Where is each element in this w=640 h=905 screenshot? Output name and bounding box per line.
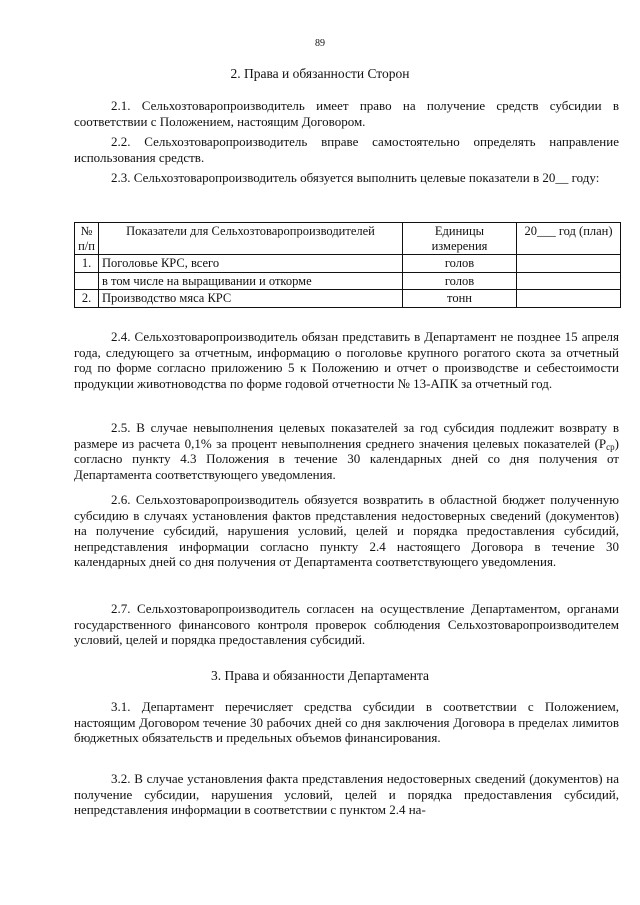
- paragraph-2-4: 2.4. Сельхозтоваропроизводитель обязан представить в Департамент не позднее 15 апреля года, следующего за отчетным, информацию о поголовье крупного рогатого скота за отчетный год по форме согласно приложению 5 к Положению и отчет о производстве и себестоимости продукции животноводства по форме годовой отчетности № 13-АПК за отчетный год.: [74, 329, 619, 391]
- header-indicator: Показатели для Сельхозтоваропроизводителей: [99, 223, 403, 255]
- row-unit: голов: [403, 272, 517, 290]
- row-value: [517, 272, 621, 290]
- row-value: [517, 290, 621, 308]
- section-3-title: 3. Права и обязанности Департамента: [210, 668, 430, 683]
- row-indicator: в том числе на выращивании и откорме: [99, 272, 403, 290]
- row-indicator: Поголовье КРС, всего: [99, 255, 403, 273]
- row-unit: тонн: [403, 290, 517, 308]
- row-num: 2.: [75, 290, 99, 308]
- row-unit: голов: [403, 255, 517, 273]
- page-number: 89: [315, 38, 325, 49]
- paragraph-2-5: 2.5. В случае невыполнения целевых показателей за год субсидия подлежит возврату в размере из расчета 0,1% за процент невыполнения среднего значения целевых показателей $(Р_{ср})$ согласно пункту 4.3 Положения в течение 30 календарных дней со дня получения от Департамента соответствующего уведомления.: [74, 420, 619, 482]
- paragraph-3-2: 3.2. В случае установления факта представления недостоверных сведений (документов) на получение субсидии, нарушения условий, целей и порядка предоставления субсидий, непредставления информации в соответствии с пунктом 2.4 на-: [74, 771, 619, 818]
- header-year: 20___ год (план): [517, 223, 621, 255]
- header-unit: Единицы измерения: [403, 223, 517, 255]
- row-num: 1.: [75, 255, 99, 273]
- table-header-row: [75, 223, 621, 255]
- paragraph-2-6: 2.6. Сельхозтоваропроизводитель обязуется возвратить в областной бюджет полученную субсидию в случаях установления фактов представления недостоверных сведений (документов) на получение субсидий, нарушения условий, целей и порядка предоставления субсидий, непредставления информации согласно пункту 2.4 настоящего Договора в течение 30 календарных дней со дня получения от Департамента соответствующего уведомления.: [74, 492, 619, 570]
- table-row: [75, 272, 621, 290]
- row-indicator: Производство мяса КРС: [99, 290, 403, 308]
- paragraph-2-2: 2.2. Сельхозтоваропроизводитель вправе самостоятельно определять направление использования средств.: [74, 134, 619, 165]
- paragraph-2-3: 2.3. Сельхозтоваропроизводитель обязуется выполнить целевые показатели в 20__ году:: [111, 170, 600, 185]
- paragraph-3-1: 3.1. Департамент перечисляет средства субсидии в соответствии с Положением, настоящим Договором течение 30 рабочих дней со дня заключения Договора в пределах лимитов бюджетных обязательств и предельных объемов финансирования.: [74, 699, 619, 746]
- header-num: № п/п: [75, 223, 99, 255]
- table-row: [75, 290, 621, 308]
- paragraph-2-1: 2.1. Сельхозтоваропроизводитель имеет право на получение средств субсидии в соответствии с Положением, настоящим Договором.: [74, 98, 619, 129]
- section-2-title: 2. Права и обязанности Сторон: [230, 66, 410, 81]
- paragraph-2-7: 2.7. Сельхозтоваропроизводитель согласен на осуществление Департаментом, органами государственного финансового контроля проверок соблюдения Сельхозтоваропроизводителем условий, целей и порядка предоставления субсидий.: [74, 601, 619, 648]
- target-indicators-table: [74, 222, 621, 308]
- table-row: [75, 255, 621, 273]
- row-num: [75, 272, 99, 290]
- row-value: [517, 255, 621, 273]
